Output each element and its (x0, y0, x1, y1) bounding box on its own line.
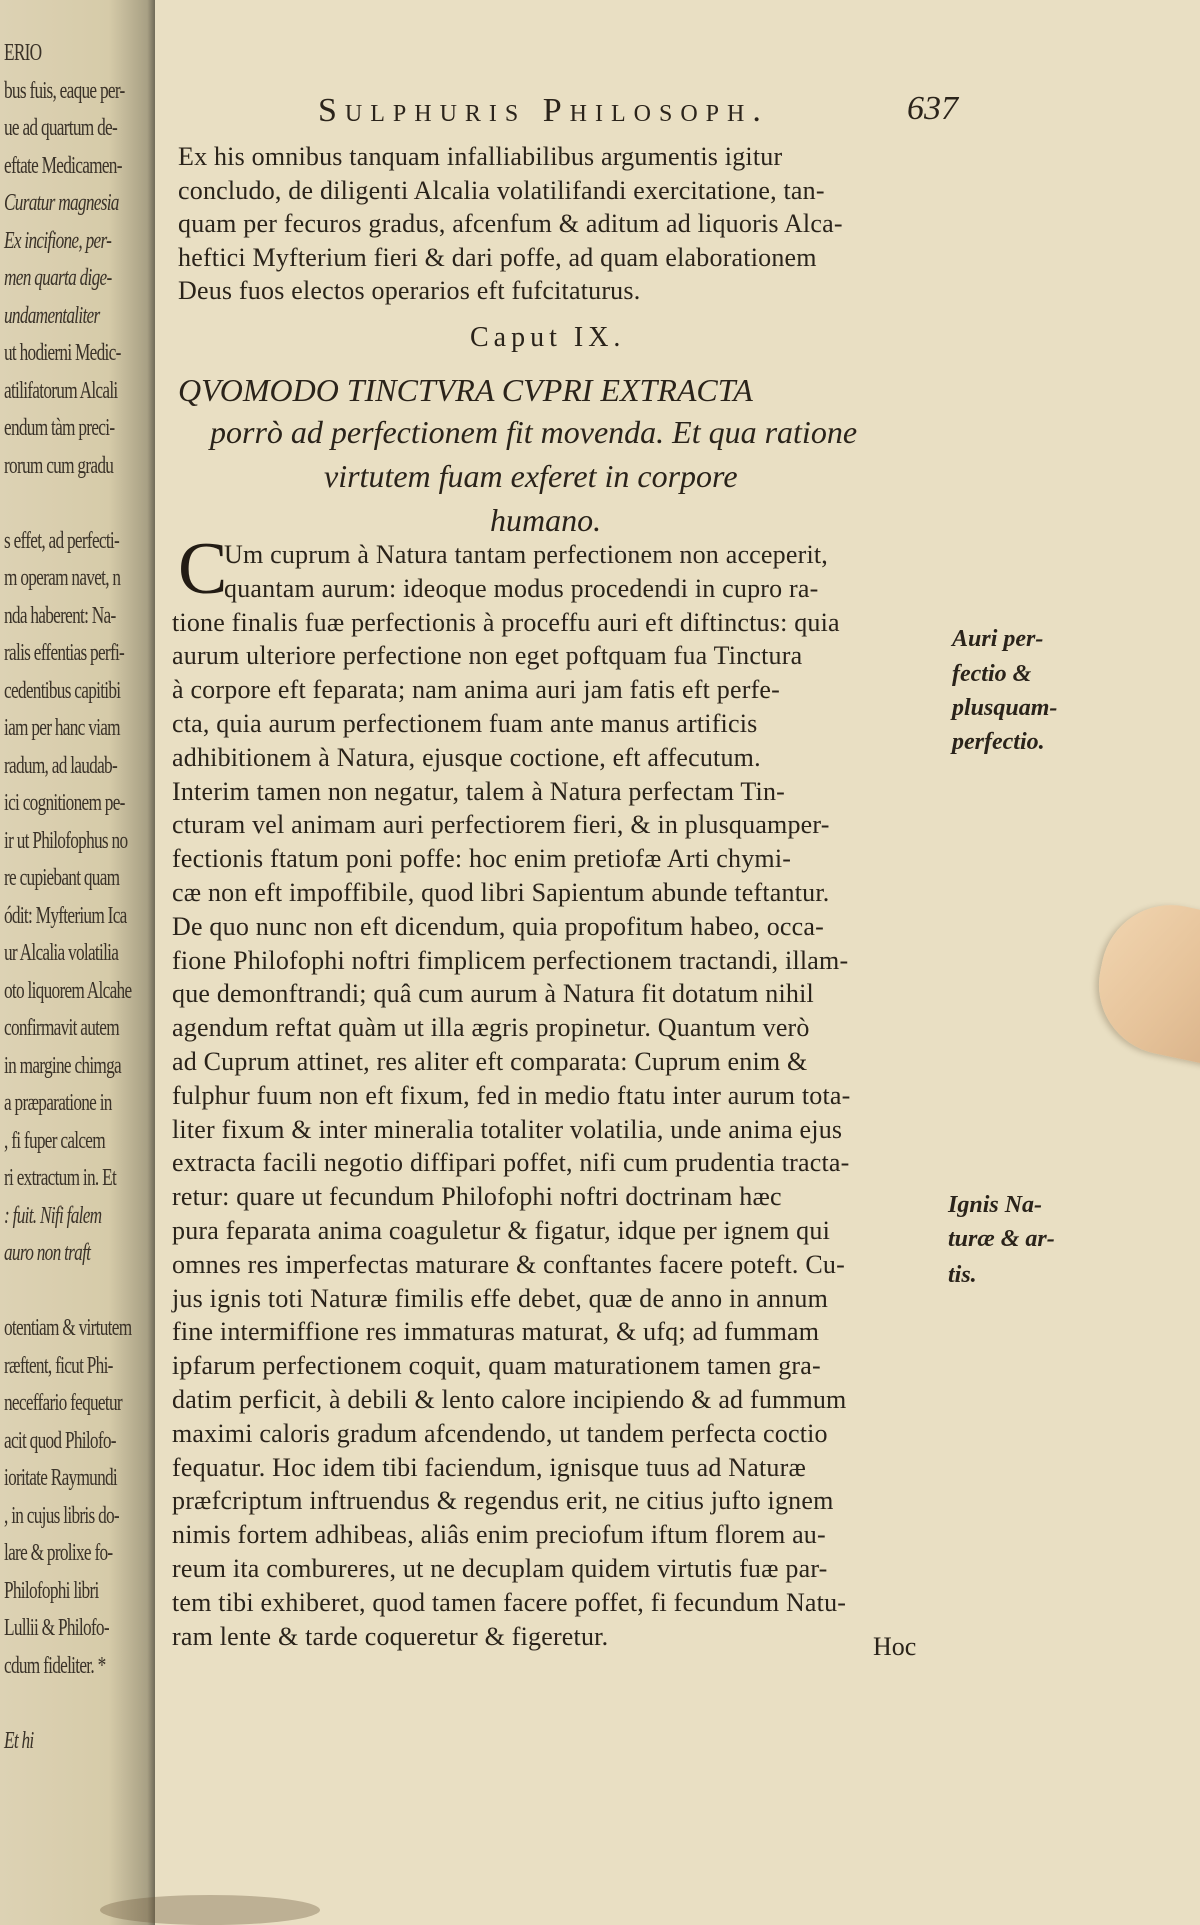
heading-line: porrò ad perfectionem fit movenda. Et qua ratione (210, 414, 858, 450)
gutter-line: men quarta dige- (4, 265, 112, 291)
body-line: nimis fortem adhibeas, aliâs enim preciofum iftum florem au- (172, 1520, 826, 1550)
margin-note: fectio & (952, 661, 1032, 687)
page-stain (100, 1895, 320, 1925)
heading-line: QVOMODO TINCTVRA CVPRI EXTRACTA (178, 372, 753, 408)
intro-line: Deus fuos electos operarios eft fufcitaturus. (178, 276, 641, 305)
body-line: fine intermiffione res immaturas maturat, & ufq; ad fummam (172, 1317, 820, 1347)
body-line: præfcriptum inftruendus & regendus erit, ne citius jufto ignem (172, 1486, 834, 1516)
body-line: fectionis ftatum poni poffe: hoc enim pretiofæ Arti chymi- (172, 844, 792, 874)
gutter-line: Lullii & Philofo- (4, 1615, 109, 1641)
gutter-line: cdum fideliter. * (4, 1652, 106, 1679)
body-line: ad Cuprum attinet, res aliter eft comparata: Cuprum enim & (172, 1047, 808, 1076)
margin-note: Ignis Na- (948, 1192, 1043, 1218)
chapter-label: Caput IX. (470, 322, 626, 353)
body-line: à corpore eft feparata; nam anima auri jam fatis eft perfe- (172, 675, 781, 705)
gutter-line: Ex incifione, per- (4, 227, 112, 254)
margin-note: tis. (948, 1262, 977, 1288)
gutter-line: nda haberent: Na- (4, 602, 116, 629)
gutter-line: , fi fuper calcem (4, 1127, 105, 1154)
body-line: pura feparata anima coaguletur & figatur, idque per ignem qui (172, 1216, 831, 1245)
heading-line: humano. (490, 502, 602, 538)
gutter-line: Philofophi libri (4, 1577, 99, 1604)
gutter-line: , in cujus libris do- (4, 1502, 119, 1529)
drop-cap: C (178, 528, 228, 610)
gutter-line: endum tàm preci- (4, 415, 115, 441)
gutter-line: in margine chimga (4, 1052, 122, 1079)
body-line: reum ita combureres, ut ne decuplam quidem virtutis fuæ par- (172, 1554, 828, 1583)
gutter-line: Et hi (4, 1727, 34, 1754)
gutter-line: ir ut Philofophus no (4, 827, 128, 854)
catchword: Hoc (873, 1632, 917, 1661)
page-number: 637 (907, 90, 958, 127)
running-head (318, 92, 998, 142)
gutter-line: ódit: Myfterium Ica (4, 902, 127, 929)
body-line: tione finalis fuæ perfectionis à proceffu auri eft diftinctus: quia (172, 607, 840, 637)
gutter-line: ræftent, ficut Phi- (4, 1352, 113, 1379)
body-line: omnes res imperfectas maturare & conftantes facere poteft. Cu- (172, 1249, 845, 1279)
gutter-line: acit quod Philofo- (4, 1427, 116, 1454)
page-tab-marker (1086, 892, 1200, 1068)
gutter-line: bus fuis, eaque per- (4, 77, 125, 104)
running-head-title: Sulphuris Philosoph. (318, 92, 769, 129)
body-line: ipfarum perfectionem coquit, quam maturationem tamen gra- (172, 1351, 821, 1381)
gutter-line: ri extractum in. Et (4, 1165, 117, 1191)
gutter-line: : fuit. Nifi falem (4, 1202, 102, 1229)
intro-line: concludo, de diligenti Alcalia volatilifandi exercitatione, tan- (178, 175, 825, 205)
body-line: agendum reftat quàm ut illa ægris propinetur. Quantum verò (172, 1013, 810, 1043)
body-line: cturam vel animam auri perfectiorem fieri, & in plusquamper- (172, 810, 830, 840)
gutter-line: ur Alcalia volatilia (4, 940, 119, 966)
gutter-line: rorum cum gradu (4, 452, 114, 479)
gutter-line: ut hodierni Medic- (4, 340, 121, 366)
margin-note: perfectio. (952, 729, 1045, 755)
gutter-line: confirmavit autem (4, 1015, 119, 1041)
body-line: cæ non eft impoffibile, quod libri Sapientum abunde teftantur. (172, 878, 830, 907)
heading-line: virtutem fuam exferet in corpore (324, 458, 738, 494)
gutter-line: otentiam & virtutem (4, 1315, 132, 1341)
body-line: jus ignis toti Naturæ fimilis effe debet, quæ de anno in annum (172, 1283, 829, 1313)
margin-note: turæ & ar- (948, 1226, 1055, 1252)
body-line: extracta facili negotio diffipari poffet, nifi cum prudentia tracta- (172, 1148, 850, 1178)
gutter-line: oto liquorem Alcahe (4, 977, 132, 1004)
gutter-line: re cupiebant quam (4, 865, 120, 891)
gutter-line: neceffario fequetur (4, 1390, 122, 1416)
gutter-line: auro non traft (4, 1240, 91, 1266)
margin-note: Auri per- (952, 626, 1044, 652)
gutter-line: ici cognitionem pe- (4, 790, 125, 816)
gutter-line: lare & prolixe fo- (4, 1540, 113, 1566)
body-line: fulphur fuum non eft fixum, fed in medio ftatu inter aurum tota- (172, 1080, 851, 1110)
gutter-line: eftate Medicamen- (4, 152, 122, 179)
gutter-line: ioritate Raymundi (4, 1465, 118, 1491)
body-line: cta, quia aurum perfectionem fuam ante manus artificis (172, 709, 758, 738)
body-line: ram lente & tarde coqueretur & figeretur. (172, 1621, 609, 1651)
gutter-line: a præparatione in (4, 1090, 112, 1116)
body-line: fione Philofophi noftri fimplicem perfectionem tractandi, illam- (172, 945, 849, 975)
intro-line: Ex his omnibus tanquam infalliabilibus argumentis igitur (178, 142, 783, 171)
gutter-line: iam per hanc viam (4, 715, 120, 741)
body-line: aurum ulteriore perfectione non eget poftquam fua Tinctura (172, 641, 803, 671)
body-line: quantam aurum: ideoque modus procedendi in cupro ra- (224, 573, 819, 603)
body-line: Um cuprum à Natura tantam perfectionem non acceperit, (224, 540, 829, 569)
gutter-line: s effet, ad perfecti- (4, 527, 120, 554)
body-line: liter fixum & inter mineralia totaliter volatilia, unde anima ejus (172, 1114, 843, 1144)
gutter-line: Curatur magnesia (4, 190, 119, 216)
gutter-line: cedentibus capitibi (4, 677, 121, 704)
body-line: Interim tamen non negatur, talem à Natura perfectam Tin- (172, 776, 786, 806)
gutter-line: radum, ad laudab- (4, 752, 117, 779)
intro-line: quam per fecuros gradus, afcenfum & aditum ad liquoris Alca- (178, 209, 843, 238)
previous-page-gutter (0, 0, 155, 1925)
intro-line: heftici Myfterium fieri & dari poffe, ad quam elaborationem (178, 242, 817, 272)
body-line: que demonftrandi; quâ cum aurum à Natura fit dotatum nihil (172, 979, 814, 1009)
body-line: retur: quare ut fecundum Philofophi noftri doctrinam hæc (172, 1182, 782, 1212)
margin-note: plusquam- (952, 695, 1058, 721)
body-line: De quo nunc non eft dicendum, quia propofitum habeo, occa- (172, 911, 825, 941)
body-line: fequatur. Hoc idem tibi faciendum, ignisque tuus ad Naturæ (172, 1452, 807, 1482)
gutter-line: ue ad quartum de- (4, 115, 117, 141)
gutter-line: m operam navet, n (4, 565, 121, 591)
body-line: adhibitionem à Natura, ejusque coctione, eft affecutum. (172, 742, 761, 772)
gutter-line: ralis effentias perfi- (4, 640, 125, 666)
body-line: datim perficit, à debili & lento calore incipiendo & ad fummum (172, 1385, 847, 1414)
gutter-line: ERIO (4, 40, 42, 66)
gutter-line: atilifatorum Alcali (4, 377, 118, 404)
body-line: maximi caloris gradum afcendendo, ut tandem perfecta coctio (172, 1418, 828, 1448)
body-line: tem tibi exhiberet, quod tamen facere poffet, fi fecundum Natu- (172, 1587, 847, 1617)
gutter-line: undamentaliter (4, 302, 100, 329)
